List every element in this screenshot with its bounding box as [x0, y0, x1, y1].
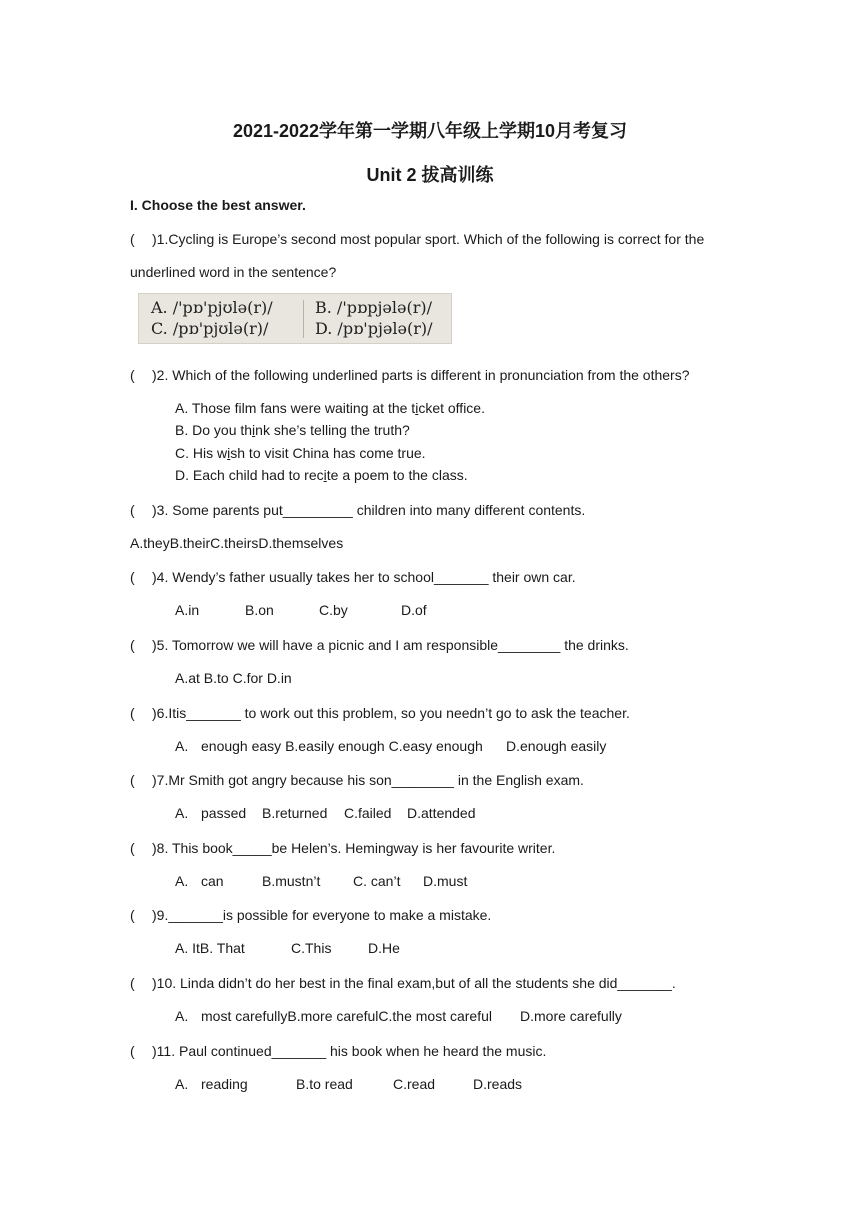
- option-d: D.reads: [473, 1076, 523, 1092]
- question-text: 11. Paul continued_______ his book when he heard the music.: [156, 1043, 547, 1059]
- question-6-options: [175, 738, 606, 754]
- option-a: A. Those film fans were waiting at the ticket office.: [175, 400, 485, 416]
- answer-paren: (: [130, 569, 135, 585]
- option-c: C. /pɒ'pjʊlə(r)/: [151, 319, 269, 338]
- question-2: [130, 367, 690, 383]
- option-c: C.by: [319, 602, 348, 618]
- option-a-letter: A.: [175, 873, 189, 889]
- option-c: C. can’t: [353, 873, 401, 889]
- answer-paren-close: ): [152, 367, 157, 383]
- question-text: 6.Itis_______ to work out this problem, so you needn’t go to ask the teacher.: [156, 705, 630, 721]
- answer-paren-close: ): [152, 569, 157, 585]
- answer-paren-close: ): [152, 1043, 157, 1059]
- question-5: [130, 637, 629, 653]
- option-c: C. His wish to visit China has come true.: [175, 445, 426, 461]
- option-a: passed: [201, 805, 247, 821]
- answer-paren: (: [130, 1043, 135, 1059]
- phonetic-options-image: [138, 293, 452, 344]
- question-10-options: [175, 1008, 622, 1024]
- answer-paren: (: [130, 772, 135, 788]
- option-d: D. Each child had to recite a poem to the class.: [175, 467, 468, 483]
- option-text: most carefullyB.more carefulC.the most careful: [201, 1008, 492, 1024]
- question-text: 9._______is possible for everyone to make a mistake.: [156, 907, 492, 923]
- answer-paren-close: ): [152, 975, 157, 991]
- answer-paren: (: [130, 907, 135, 923]
- option-d: D.attended: [407, 805, 476, 821]
- answer-paren-close: ): [152, 840, 157, 856]
- question-4: [130, 569, 576, 585]
- option-b: B.mustn’t: [262, 873, 321, 889]
- question-text: 8. This book_____be Helen’s. Hemingway is her favourite writer.: [156, 840, 556, 856]
- option-d: D.of: [401, 602, 427, 618]
- option-b: B.to read: [296, 1076, 353, 1092]
- answer-paren: (: [130, 637, 135, 653]
- answer-paren: (: [130, 975, 135, 991]
- question-3-options: A.theyB.theirC.theirsD.themselves: [130, 535, 344, 551]
- option-a: A. /'pɒ'pjʊlə(r)/: [151, 298, 273, 317]
- option-d: D.He: [368, 940, 400, 956]
- option-d: D.more carefully: [520, 1008, 622, 1024]
- answer-paren-close: ): [152, 637, 157, 653]
- answer-paren: (: [130, 231, 135, 247]
- option-c: C.This: [291, 940, 332, 956]
- question-1: [130, 231, 704, 247]
- option-a: can: [201, 873, 224, 889]
- option-c: C.read: [393, 1076, 436, 1092]
- question-text: 7.Mr Smith got angry because his son________ in the English exam.: [156, 772, 584, 788]
- question-10: [130, 975, 676, 991]
- option-d: D. /pɒ'pjələ(r)/: [315, 319, 433, 338]
- document-title: 2021-2022学年第一学期八年级上学期10月考复习: [232, 121, 628, 141]
- question-text: 2. Which of the following underlined parts is different in pronunciation from the others?: [156, 367, 690, 383]
- answer-paren-close: ): [152, 502, 157, 518]
- option-a: A.in: [175, 602, 200, 618]
- question-8: [130, 840, 555, 856]
- option-a-letter: A.: [175, 738, 189, 754]
- question-3: [130, 502, 585, 518]
- question-text: 3. Some parents put_________ children into many different contents.: [156, 502, 586, 518]
- question-5-options: A.at B.to C.for D.in: [175, 670, 292, 686]
- question-text: 4. Wendy’s father usually takes her to school_______ their own car.: [156, 569, 576, 585]
- option-a-b: A. ItB. That: [175, 940, 245, 956]
- question-text: 5. Tomorrow we will have a picnic and I am responsible________ the drinks.: [156, 637, 629, 653]
- answer-paren-close: ): [152, 231, 157, 247]
- section-heading: I. Choose the best answer.: [130, 197, 306, 213]
- question-9: [130, 907, 491, 923]
- option-b: B. /'pɒpjələ(r)/: [315, 298, 432, 317]
- question-text: 1.Cycling is Europe’s second most popular sport. Which of the following is correct for the: [156, 231, 705, 247]
- question-1-continued: underlined word in the sentence?: [130, 264, 337, 280]
- option-text: enough easy B.easily enough C.easy enough: [201, 738, 483, 754]
- option-b: B.returned: [262, 805, 328, 821]
- question-6: [130, 705, 630, 721]
- option-d: D.enough easily: [506, 738, 607, 754]
- divider: [303, 300, 304, 338]
- answer-paren: (: [130, 367, 135, 383]
- question-7: [130, 772, 584, 788]
- answer-paren: (: [130, 840, 135, 856]
- option-a-letter: A.: [175, 805, 189, 821]
- answer-paren-close: ): [152, 907, 157, 923]
- option-d: D.must: [423, 873, 468, 889]
- answer-paren: (: [130, 502, 135, 518]
- option-a-letter: A.: [175, 1008, 189, 1024]
- question-11-options: [175, 1076, 522, 1092]
- question-8-options: [175, 873, 467, 889]
- option-b: B. Do you think she’s telling the truth?: [175, 422, 410, 438]
- option-c: C.failed: [344, 805, 392, 821]
- option-b: B.on: [245, 602, 274, 618]
- answer-paren: (: [130, 705, 135, 721]
- question-7-options: [175, 805, 476, 821]
- question-11: [130, 1043, 546, 1059]
- option-a-letter: A.: [175, 1076, 189, 1092]
- answer-paren-close: ): [152, 772, 157, 788]
- question-9-options: [175, 940, 400, 956]
- question-text: 10. Linda didn’t do her best in the final exam,but of all the students she did_______.: [156, 975, 676, 991]
- question-4-options: [175, 602, 427, 618]
- document-subtitle: Unit 2 拔高训练: [366, 165, 494, 185]
- option-a: reading: [201, 1076, 248, 1092]
- answer-paren-close: ): [152, 705, 157, 721]
